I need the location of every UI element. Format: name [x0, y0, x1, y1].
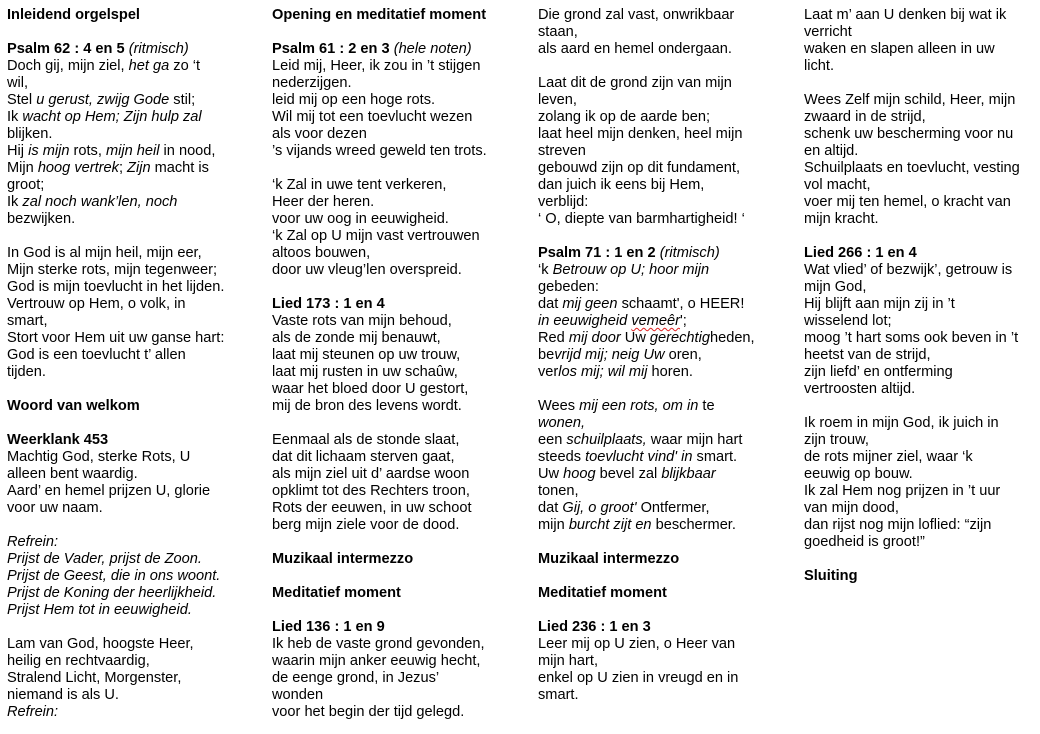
verse-line: mijn kracht. [804, 211, 879, 227]
verse-line: als de zonde mij benauwt, [272, 330, 441, 346]
verse-line: ‘k Betrouw op U; hoor mijn [538, 262, 710, 278]
verse-line: Doch gij, mijn ziel, het ga zo ‘t [7, 58, 201, 74]
verse-line: zolang ik op de aarde ben; [538, 109, 711, 125]
verse-line: in eeuwigheid vemeêr'; [538, 313, 687, 329]
verse-line: zijn trouw, [804, 432, 869, 448]
verse-line: gebeden: [538, 279, 599, 295]
verse-line: Ik wacht op Hem; Zijn hulp zal [7, 109, 202, 125]
verse-line: een schuilplaats, waar mijn hart [538, 432, 743, 448]
verse-line: dat Gij, o groot' Ontfermer, [538, 500, 710, 516]
verse-line: Schuilplaats en toevlucht, vesting [804, 160, 1020, 176]
psalm-61-note: (hele noten) [393, 41, 472, 57]
verse-line: zijn liefd’ en ontferming [804, 364, 953, 380]
verse-line: Stel u gerust, zwijg Gode stil; [7, 92, 196, 108]
verse-line: Ik zal noch wank’len, noch [7, 194, 178, 210]
verse-line: streven [538, 143, 586, 159]
verse-line: Leer mij op U zien, o Heer van [538, 636, 736, 652]
verse-line: Vaste rots van mijn behoud, [272, 313, 452, 329]
column-4 [804, 7, 1032, 585]
weerklank-453-title: Weerklank 453 [7, 432, 109, 448]
verse-line: vol macht, [804, 177, 871, 193]
verse-line: mij de bron des levens wordt. [272, 398, 462, 414]
verse-line: staan, [538, 24, 578, 40]
verse-line: opklimt tot des Rechters troon, [272, 483, 470, 499]
verse-line: ’s vijands wreed geweld ten trots. [272, 143, 487, 159]
verse-line: God is een toevlucht t’ allen [7, 347, 186, 363]
verse-line: en altijd. [804, 143, 859, 159]
verse-line: verricht [804, 24, 852, 40]
verse-line: mijn God, [804, 279, 867, 295]
verse-line: laat mij steunen op uw trouw, [272, 347, 461, 363]
verse-line: blijken. [7, 126, 53, 142]
verse-line: God is mijn toevlucht in het lijden. [7, 279, 225, 295]
heading-meditatief-moment: Meditatief moment [272, 585, 401, 601]
verse-line: waar het bloed door U gestort, [272, 381, 469, 397]
verse-line: zwaard in de strijd, [804, 109, 926, 125]
verse-line: voer mij ten hemel, o kracht van [804, 194, 1011, 210]
verse-line: steeds toevlucht vind' in smart. [538, 449, 738, 465]
verse-line: smart. [538, 687, 579, 703]
column-2 [272, 7, 517, 721]
verse-line: Wees mij een rots, om in te [538, 398, 715, 414]
verse-line: tijden. [7, 364, 46, 380]
psalm-61-title: Psalm 61 : 2 en 3 [272, 41, 390, 57]
lied-266-title: Lied 266 : 1 en 4 [804, 245, 917, 261]
verse-line: heilig en rechtvaardig, [7, 653, 150, 669]
heading-muzikaal-intermezzo: Muzikaal intermezzo [272, 551, 414, 567]
verse-line: dat mij geen schaamt', o HEER! [538, 296, 745, 312]
heading-meditatief-moment: Meditatief moment [538, 585, 667, 601]
verse-line: verblijd: [538, 194, 589, 210]
verse-line: wonen, [538, 415, 586, 431]
verse-line: mijn hart, [538, 653, 599, 669]
verse-line: Ik zal Hem nog prijzen in ’t uur [804, 483, 1001, 499]
verse-line: Lam van God, hoogste Heer, [7, 636, 194, 652]
verse-line: berg mijn ziele voor de dood. [272, 517, 460, 533]
verse-line: ‘ O, diepte van barmhartigheid! ‘ [538, 211, 745, 227]
verse-line: In God is al mijn heil, mijn eer, [7, 245, 202, 261]
verse-line: de rots mijner ziel, waar ‘k [804, 449, 973, 465]
verse-line: wonden [272, 687, 324, 703]
refrain-line: Prijst de Geest, die in ons woont. [7, 568, 221, 584]
psalm-61-title-line [272, 41, 517, 58]
verse-line: Hij is mijn rots, mijn heil in nood, [7, 143, 216, 159]
verse-line: laat heel mijn denken, heel mijn [538, 126, 743, 142]
verse-line: waken en slapen alleen in uw [804, 41, 995, 57]
verse-line: leid mij op een hoge rots. [272, 92, 436, 108]
heading-inleidend-orgelspel: Inleidend orgelspel [7, 7, 140, 23]
psalm-62-title-line [7, 41, 239, 58]
heading-muzikaal-intermezzo: Muzikaal intermezzo [538, 551, 680, 567]
verse-line: waarin mijn anker eeuwig hecht, [272, 653, 481, 669]
refrain-line: Prijst de Koning der heerlijkheid. [7, 585, 217, 601]
verse-line: alleen bent waardig. [7, 466, 138, 482]
column-3 [538, 7, 766, 704]
verse-line: Ik roem in mijn God, ik juich in [804, 415, 999, 431]
verse-line: Aard’ en hemel prijzen U, glorie [7, 483, 211, 499]
verse-line: heetst van de strijd, [804, 347, 931, 363]
verse-line: dan rijst nog mijn loflied: “zijn [804, 517, 992, 533]
lied-236-title: Lied 236 : 1 en 3 [538, 619, 651, 635]
verse-line: Machtig God, sterke Rots, U [7, 449, 191, 465]
verse-line: leven, [538, 92, 577, 108]
verse-line: dan juich ik eens bij Hem, [538, 177, 705, 193]
verse-line: Mijn hoog vertrek; Zijn macht is [7, 160, 209, 176]
verse-line: nederzijgen. [272, 75, 352, 91]
heading-opening: Opening en meditatief moment [272, 7, 487, 23]
verse-line: schenk uw bescherming voor nu [804, 126, 1014, 142]
verse-line: als voor dezen [272, 126, 367, 142]
column-1 [7, 7, 239, 721]
verse-line: bezwijken. [7, 211, 76, 227]
verse-line: als aard en hemel ondergaan. [538, 41, 732, 57]
verse-line: voor het begin der tijd gelegd. [272, 704, 465, 720]
verse-line: Stort voor Hem uit uw ganse hart: [7, 330, 225, 346]
refrain-line: Prijst Hem tot in eeuwigheid. [7, 602, 192, 618]
verse-line: bevrijd mij; neig Uw oren, [538, 347, 702, 363]
verse-line: de eenge grond, in Jezus’ [272, 670, 440, 686]
verse-line: als mijn ziel uit d’ aardse woon [272, 466, 470, 482]
psalm-71-title: Psalm 71 : 1 en 2 [538, 245, 656, 261]
verse-line: Wees Zelf mijn schild, Heer, mijn [804, 92, 1016, 108]
verse-line: eeuwig op bouw. [804, 466, 913, 482]
psalm-62-title: Psalm 62 : 4 en 5 [7, 41, 125, 57]
verse-line: Uw hoog bevel zal blijkbaar [538, 466, 716, 482]
heading-woord-van-welkom: Woord van welkom [7, 398, 140, 414]
verse-line: altoos bouwen, [272, 245, 371, 261]
verse-line: smart, [7, 313, 48, 329]
verse-line: ‘k Zal in uwe tent verkeren, [272, 177, 447, 193]
verse-line: vertroosten altijd. [804, 381, 916, 397]
verse-line: dat dit lichaam sterven gaat, [272, 449, 455, 465]
verse-line: tonen, [538, 483, 579, 499]
lied-136-title: Lied 136 : 1 en 9 [272, 619, 385, 635]
verse-line: Die grond zal vast, onwrikbaar [538, 7, 735, 23]
psalm-62-note: (ritmisch) [128, 41, 189, 57]
verse-line: Wil mij tot een toevlucht wezen [272, 109, 473, 125]
verse-line: Laat m’ aan U denken bij wat ik [804, 7, 1007, 23]
verse-line: groot; [7, 177, 45, 193]
psalm-71-title-line [538, 245, 766, 262]
verse-line: Leid mij, Heer, ik zou in ’t stijgen [272, 58, 481, 74]
verse-line: voor uw naam. [7, 500, 103, 516]
verse-line: enkel op U zien in vreugd en in [538, 670, 739, 686]
verse-line: Wat vlied’ of bezwijk’, getrouw is [804, 262, 1013, 278]
psalm-71-note: (ritmisch) [659, 245, 720, 261]
verse-line: wisselend lot; [804, 313, 892, 329]
verse-line: Eenmaal als de stonde slaat, [272, 432, 460, 448]
verse-line: Laat dit de grond zijn van mijn [538, 75, 732, 91]
verse-line: laat mij rusten in uw schaûw, [272, 364, 458, 380]
verse-line: gebouwd zijn op dit fundament, [538, 160, 741, 176]
verse-line: Red mij door Uw gerechtigheden, [538, 330, 755, 346]
verse-line: moog ’t hart soms ook beven in ’t [804, 330, 1019, 346]
verse-line: Hij blijft aan mijn zij in ’t [804, 296, 955, 312]
refrain-label-end: Refrein: [7, 704, 59, 720]
verse-line: wil, [7, 75, 29, 91]
refrain-line: Prijst de Vader, prijst de Zoon. [7, 551, 202, 567]
verse-line: Rots der eeuwen, in uw schoot [272, 500, 472, 516]
verse-line: goedheid is groot!” [804, 534, 925, 550]
verse-line: licht. [804, 58, 835, 74]
verse-line: niemand is als U. [7, 687, 119, 703]
verse-line: Vertrouw op Hem, o volk, in [7, 296, 186, 312]
verse-line: door uw vleug’len overspreid. [272, 262, 462, 278]
verse-line: verlos mij; wil mij horen. [538, 364, 693, 380]
heading-sluiting: Sluiting [804, 568, 858, 584]
verse-line: Mijn sterke rots, mijn tegenweer; [7, 262, 218, 278]
verse-line: voor uw oog in eeuwigheid. [272, 211, 449, 227]
verse-line: Stralend Licht, Morgenster, [7, 670, 182, 686]
verse-line: Heer der heren. [272, 194, 375, 210]
verse-line: Ik heb de vaste grond gevonden, [272, 636, 485, 652]
refrain-label: Refrein: [7, 534, 59, 550]
verse-line: ‘k Zal op U mijn vast vertrouwen [272, 228, 480, 244]
verse-line: mijn burcht zijt en beschermer. [538, 517, 736, 533]
verse-line: van mijn dood, [804, 500, 899, 516]
lied-173-title: Lied 173 : 1 en 4 [272, 296, 385, 312]
